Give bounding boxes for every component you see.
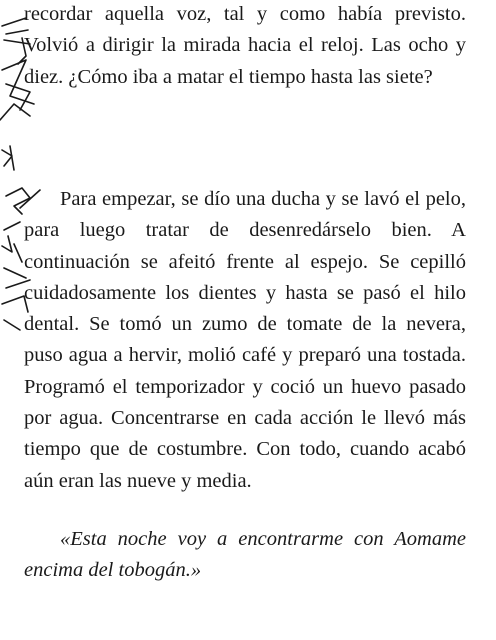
paragraph-continuation: recordar aquella voz, tal y como había previsto. Volvió a dirigir la mirada hacia el reloj. Las ocho y diez. ¿Cómo iba a matar el tiempo hasta las siete? bbox=[24, 3, 466, 88]
paragraph-italic-thought: «Esta noche voy a encontrarme con Aomame encima del tobogán.» bbox=[24, 528, 466, 582]
paragraph-morning-routine: Para empezar, se dío una ducha y se lavó el pelo, para luego tratar de desenredárselo bien. A continuación se afeitó frente al espejo. Se cepilló cuidadosamente los dientes y hasta se pasó el hilo dental. Se tomó un zumo de tomate de la nevera, puso agua a hervir, molió café y preparó una tostada. Programó el temporizador y coció un huevo pasado por agua. Concentrarse en cada acción le llevó más tiempo que de costumbre. Con todo, cuando acabó aún eran las nueve y media. bbox=[24, 188, 466, 492]
